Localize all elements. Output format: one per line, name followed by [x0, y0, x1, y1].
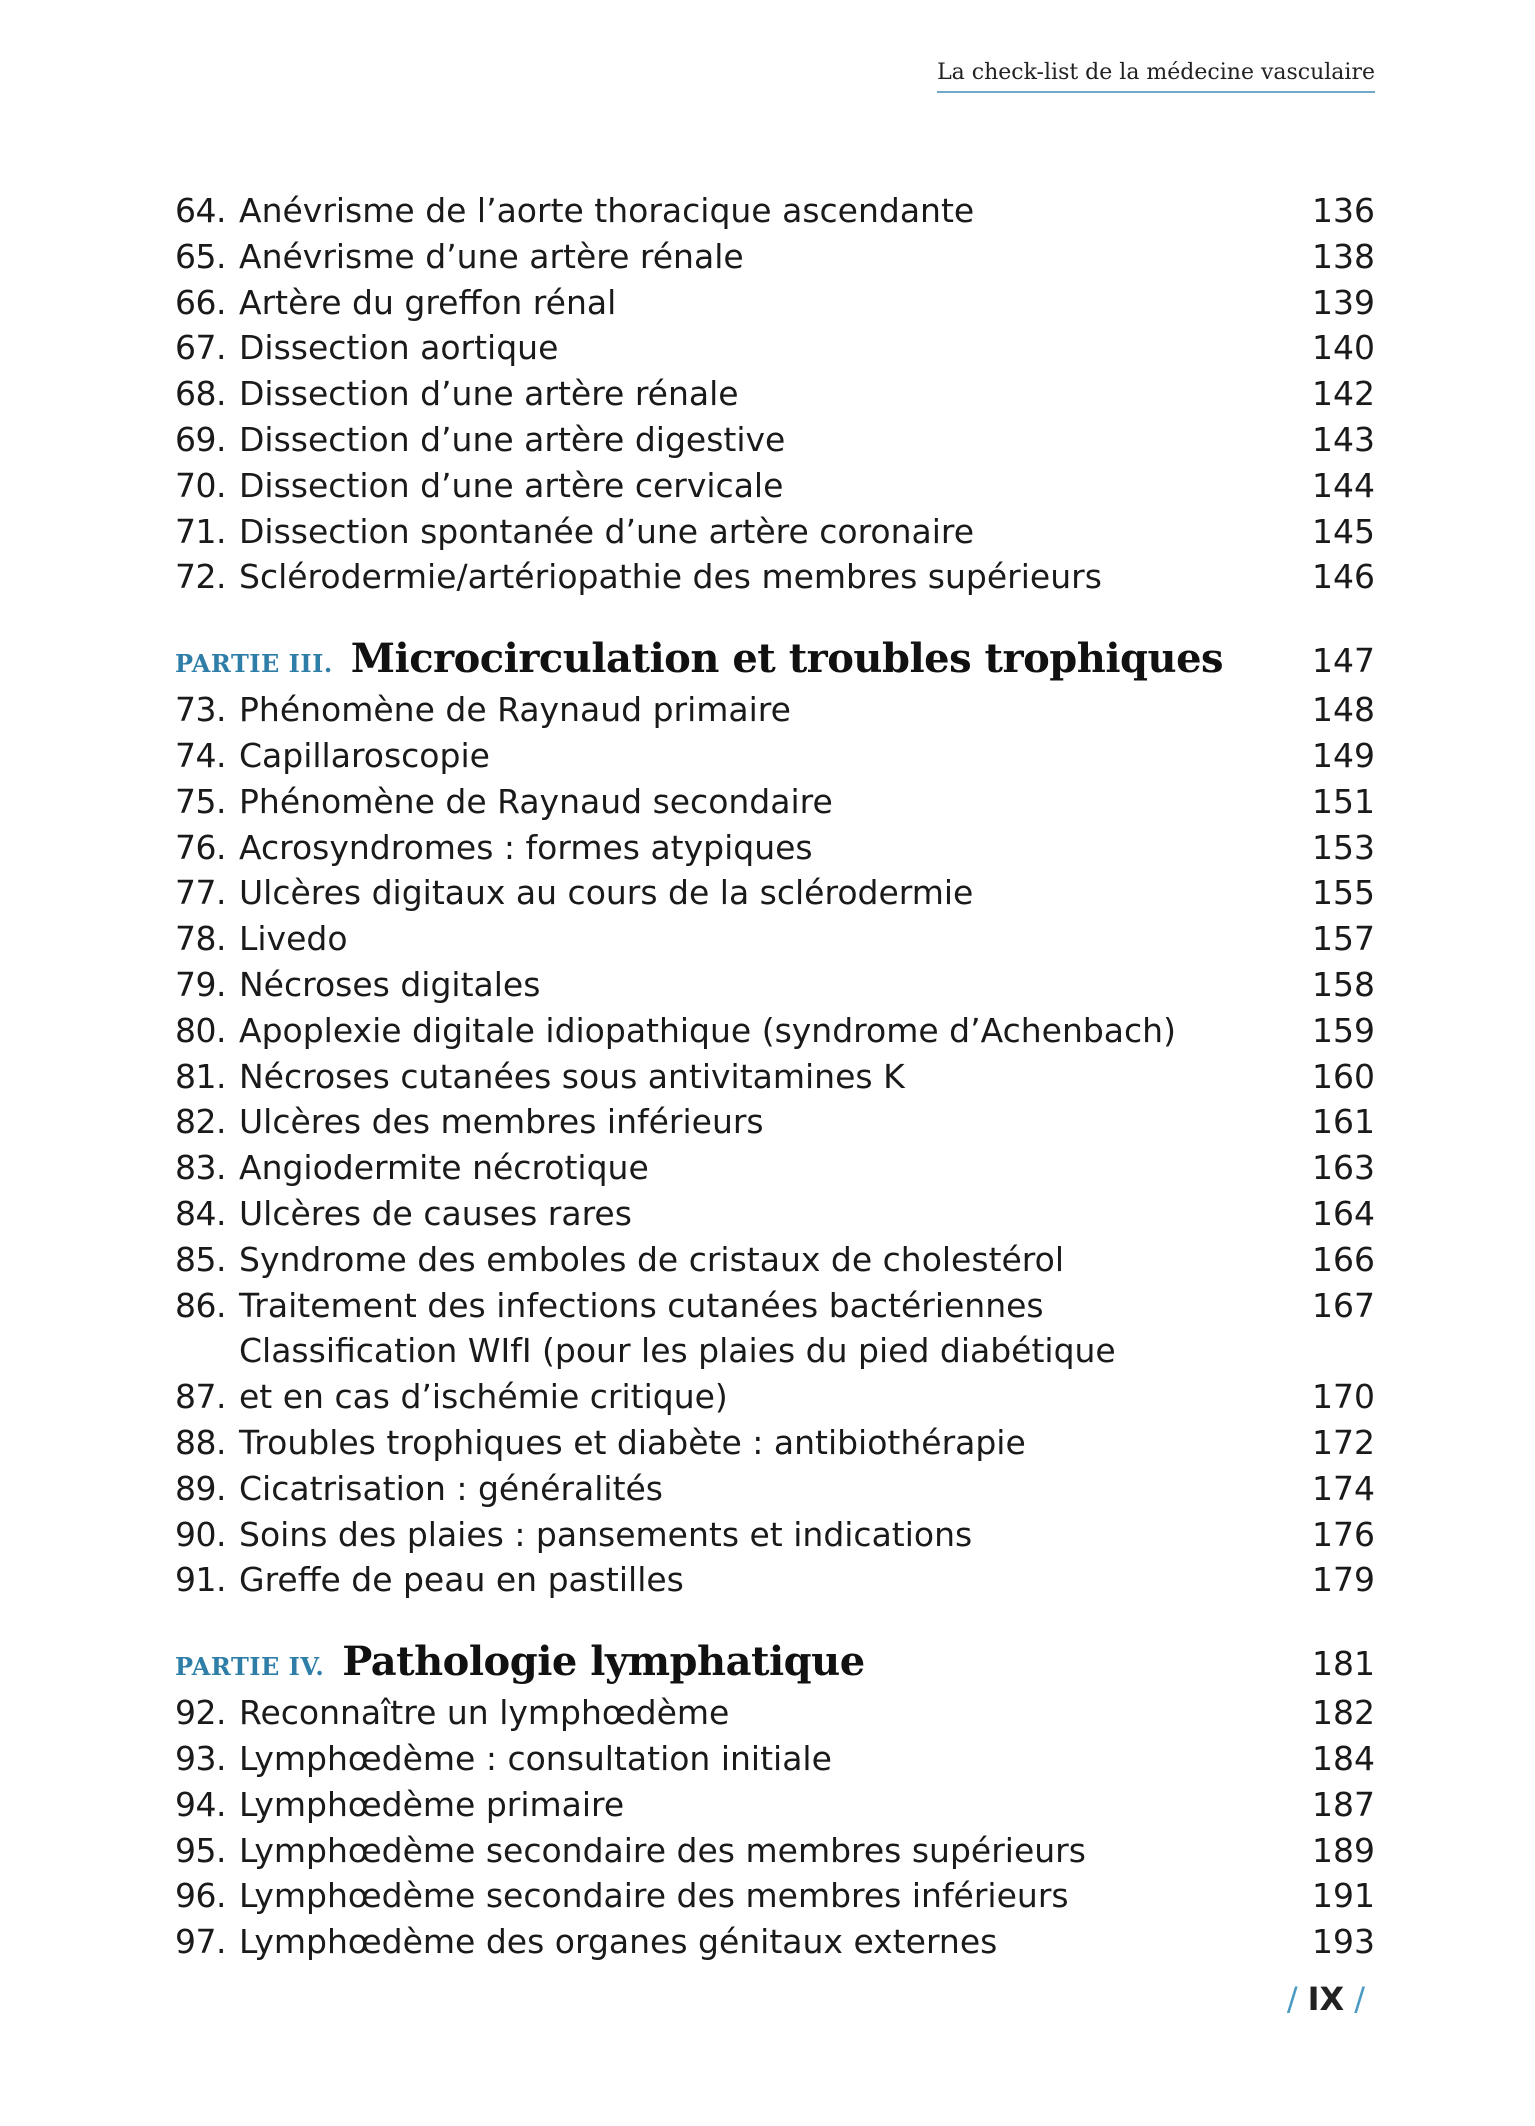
- toc-entry: [175, 1283, 1375, 1329]
- toc-entry: [175, 1008, 1375, 1054]
- table-of-contents: [175, 188, 1375, 1965]
- entry-page-number: 151: [1312, 781, 1375, 821]
- entry-title: Traitement des infections cutanées bactériennes: [239, 1285, 1044, 1325]
- entry-page-number: 140: [1312, 328, 1375, 368]
- toc-entry: [175, 371, 1375, 417]
- entry-title: Reconnaître un lymphœdème: [239, 1693, 730, 1733]
- entry-number: 65.: [175, 236, 226, 276]
- toc-entry: [175, 188, 1375, 234]
- entry-page-number: 187: [1312, 1784, 1375, 1824]
- entry-page-number: 138: [1312, 236, 1375, 276]
- entry-page-number: 191: [1312, 1876, 1375, 1916]
- entry-page-number: 163: [1312, 1148, 1375, 1188]
- entry-number: 80.: [175, 1010, 226, 1050]
- toc-entry: [175, 1237, 1375, 1283]
- entry-number: 94.: [175, 1784, 226, 1824]
- entry-page-number: 170: [1312, 1377, 1375, 1417]
- entry-title-line1: Classification WIfI (pour les plaies du pied diabétique: [239, 1331, 1116, 1371]
- entry-page-number: 144: [1312, 465, 1375, 505]
- entry-page-number: 164: [1312, 1193, 1375, 1233]
- entry-title: Acrosyndromes : formes atypiques: [239, 827, 813, 867]
- page-folio: [1277, 1980, 1375, 2018]
- entry-title: Anévrisme de l’aorte thoracique ascendante: [239, 191, 975, 230]
- entry-title: Dissection d’une artère digestive: [239, 419, 786, 459]
- entry-title: [239, 1328, 1295, 1420]
- entry-page-number: 157: [1312, 919, 1375, 959]
- part-heading: [175, 1639, 1375, 1690]
- entry-title: Livedo: [239, 919, 348, 959]
- entry-title: Cicatrisation : généralités: [239, 1468, 664, 1508]
- toc-entry: [175, 1328, 1375, 1420]
- entry-page-number: 161: [1312, 1102, 1375, 1142]
- entry-title: Lymphœdème secondaire des membres inférieurs: [239, 1876, 1069, 1916]
- entry-number: 77.: [175, 873, 226, 913]
- entry-title: Artère du greffon rénal: [239, 282, 617, 322]
- entry-title: Soins des plaies : pansements et indications: [239, 1514, 973, 1554]
- toc-entry: [175, 687, 1375, 733]
- entry-title: Ulcères des membres inférieurs: [239, 1102, 764, 1142]
- toc-entry: [175, 1512, 1375, 1558]
- entry-title: Dissection spontanée d’une artère coronaire: [239, 511, 975, 551]
- entry-number: 66.: [175, 282, 226, 322]
- entry-page-number: 176: [1312, 1514, 1375, 1554]
- entry-number: 95.: [175, 1830, 226, 1870]
- folio-slash-left: /: [1286, 1980, 1298, 2018]
- entry-title: Sclérodermie/artériopathie des membres supérieurs: [239, 557, 1102, 597]
- part-title: Pathologie lymphatique: [342, 1638, 865, 1686]
- entry-number: 70.: [175, 465, 226, 505]
- entry-title: Troubles trophiques et diabète : antibiothérapie: [239, 1422, 1026, 1462]
- entry-page-number: 146: [1312, 557, 1375, 597]
- entry-title: Greffe de peau en pastilles: [239, 1560, 684, 1600]
- entry-number: 92.: [175, 1693, 226, 1733]
- entry-number: 68.: [175, 374, 226, 414]
- entry-page-number: 143: [1312, 419, 1375, 459]
- entry-title: Capillaroscopie: [239, 735, 490, 775]
- entry-page-number: 174: [1312, 1468, 1375, 1508]
- entry-title-line2: et en cas d’ischémie critique): [239, 1377, 728, 1417]
- entry-number: 82.: [175, 1102, 226, 1142]
- entry-title: Ulcères de causes rares: [239, 1193, 632, 1233]
- toc-entry: [175, 1099, 1375, 1145]
- entry-page-number: 193: [1312, 1922, 1375, 1962]
- toc-entry: [175, 1736, 1375, 1782]
- entry-title: Angiodermite nécrotique: [239, 1148, 649, 1188]
- toc-entry: [175, 1420, 1375, 1466]
- entry-number: 72.: [175, 557, 226, 597]
- running-header: La check-list de la médecine vasculaire: [937, 60, 1375, 93]
- entry-page-number: 136: [1312, 191, 1375, 230]
- entry-title: Ulcères digitaux au cours de la sclérodermie: [239, 873, 974, 913]
- toc-entry: [175, 1919, 1375, 1965]
- entry-number: 93.: [175, 1738, 226, 1778]
- entry-number: 76.: [175, 827, 226, 867]
- entry-page-number: 182: [1312, 1693, 1375, 1733]
- entry-number: 87.: [175, 1377, 226, 1417]
- entry-page-number: 153: [1312, 827, 1375, 867]
- toc-entry: [175, 916, 1375, 962]
- toc-entry: [175, 1873, 1375, 1919]
- entry-page-number: 184: [1312, 1738, 1375, 1778]
- entry-page-number: 167: [1312, 1285, 1375, 1325]
- entry-page-number: 172: [1312, 1422, 1375, 1462]
- toc-entry: [175, 1557, 1375, 1603]
- entry-page-number: 148: [1312, 690, 1375, 730]
- folio-number: IX: [1307, 1980, 1345, 2018]
- toc-entry: [175, 733, 1375, 779]
- toc-entry: [175, 509, 1375, 555]
- entry-title: Lymphœdème des organes génitaux externes: [239, 1922, 998, 1962]
- entry-title: Dissection d’une artère cervicale: [239, 465, 784, 505]
- entry-number: 81.: [175, 1056, 226, 1096]
- toc-entry: [175, 1782, 1375, 1828]
- toc-entry: [175, 1828, 1375, 1874]
- entry-page-number: 160: [1312, 1056, 1375, 1096]
- entry-number: 75.: [175, 781, 226, 821]
- entry-title: Nécroses digitales: [239, 964, 541, 1004]
- toc-entry: [175, 962, 1375, 1008]
- entry-number: 64.: [175, 191, 226, 230]
- toc-entry: [175, 1145, 1375, 1191]
- toc-entry: [175, 463, 1375, 509]
- part-label: PARTIE III.: [175, 649, 333, 679]
- entry-number: 74.: [175, 735, 226, 775]
- entry-number: 67.: [175, 328, 226, 368]
- entry-number: 73.: [175, 690, 226, 730]
- entry-title: Lymphœdème primaire: [239, 1784, 625, 1824]
- entry-page-number: 142: [1312, 374, 1375, 414]
- entry-number: 69.: [175, 419, 226, 459]
- part-title: Microcirculation et troubles trophiques: [350, 635, 1224, 683]
- toc-entry: [175, 280, 1375, 326]
- entry-number: 78.: [175, 919, 226, 959]
- entry-title: Lymphœdème secondaire des membres supérieurs: [239, 1830, 1086, 1870]
- entry-page-number: 179: [1312, 1560, 1375, 1600]
- entry-title: Syndrome des emboles de cristaux de cholestérol: [239, 1239, 1064, 1279]
- entry-title: Apoplexie digitale idiopathique (syndrome d’Achenbach): [239, 1010, 1176, 1050]
- part-page-number: 181: [1312, 1644, 1375, 1684]
- toc-entry: [175, 1466, 1375, 1512]
- entry-page-number: 149: [1312, 735, 1375, 775]
- entry-number: 71.: [175, 511, 226, 551]
- entry-number: 96.: [175, 1876, 226, 1916]
- toc-entry: [175, 1054, 1375, 1100]
- part-label: PARTIE IV.: [175, 1652, 325, 1682]
- entry-page-number: 166: [1312, 1239, 1375, 1279]
- entry-title: Lymphœdème : consultation initiale: [239, 1738, 832, 1778]
- toc-entry: [175, 1690, 1375, 1736]
- entry-number: 88.: [175, 1422, 226, 1462]
- part-heading: [175, 636, 1375, 687]
- entry-page-number: 189: [1312, 1830, 1375, 1870]
- toc-entry: [175, 417, 1375, 463]
- entry-title: Dissection aortique: [239, 328, 559, 368]
- folio-slash-right: /: [1354, 1980, 1365, 2018]
- entry-title: Phénomène de Raynaud primaire: [239, 690, 791, 730]
- toc-entry: [175, 554, 1375, 600]
- entry-page-number: 158: [1312, 964, 1375, 1004]
- entry-number: 85.: [175, 1239, 226, 1279]
- entry-page-number: 139: [1312, 282, 1375, 322]
- toc-entry: [175, 1191, 1375, 1237]
- toc-entry: [175, 325, 1375, 371]
- entry-title: Anévrisme d’une artère rénale: [239, 236, 744, 276]
- toc-entry: [175, 779, 1375, 825]
- entry-number: 97.: [175, 1922, 226, 1962]
- entry-number: 89.: [175, 1468, 226, 1508]
- entry-number: 79.: [175, 964, 226, 1004]
- toc-entry: [175, 234, 1375, 280]
- entry-number: 90.: [175, 1514, 226, 1554]
- entry-number: 83.: [175, 1148, 226, 1188]
- toc-entry: [175, 870, 1375, 916]
- entry-number: 86.: [175, 1285, 226, 1325]
- entry-page-number: 155: [1312, 873, 1375, 913]
- entry-number: 84.: [175, 1193, 226, 1233]
- toc-entry: [175, 825, 1375, 871]
- entry-page-number: 159: [1312, 1010, 1375, 1050]
- entry-title: Nécroses cutanées sous antivitamines K: [239, 1056, 905, 1096]
- part-page-number: 147: [1312, 641, 1375, 681]
- entry-title: Dissection d’une artère rénale: [239, 374, 739, 414]
- entry-number: 91.: [175, 1560, 226, 1600]
- entry-page-number: 145: [1312, 511, 1375, 551]
- entry-title: Phénomène de Raynaud secondaire: [239, 781, 833, 821]
